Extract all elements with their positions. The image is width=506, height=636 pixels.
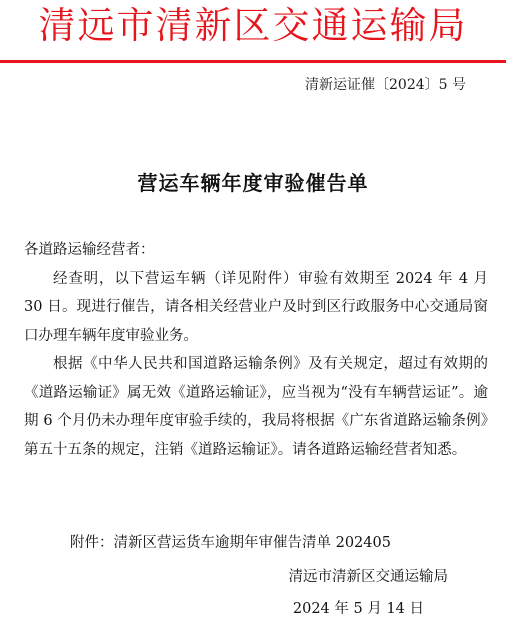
red-divider-line xyxy=(0,60,506,63)
signature-date: 2024 年 5 月 14 日 xyxy=(292,601,424,617)
attachment-line: 附件：清新区营运货车逾期年审催告清单 202405 xyxy=(70,535,391,551)
document-header xyxy=(0,0,506,66)
document-title: 营运车辆年度审验催告单 xyxy=(137,171,369,195)
signature-organization: 清远市清新区交通运输局 xyxy=(288,569,448,585)
paragraph-notice: 经查明，以下营运车辆（详见附件）审验有效期至 2024 年 4 月 30 日。现进行催告，请各相关经营业户及时到区行政服务中心交通局窗口办理车辆年度审验业务。 xyxy=(24,270,488,344)
paragraph-regulation: 根据《中华人民共和国道路运输条例》及有关规定，超过有效期的《道路运输证》属无效《道路运输证》，应当视为“没有车辆营运证”。逾期 6 个月仍未办理年度审验手续的，我局将根据《广东省道路运输条例》第五十五条的规定，注销《道路运输证》。请各道路运输经营者知悉。 xyxy=(24,356,488,458)
document-number: 清新运证催〔2024〕5 号 xyxy=(305,77,466,93)
agency-title: 清远市清新区交通运输局 xyxy=(38,4,468,47)
salutation: 各道路运输经营者： xyxy=(24,242,155,258)
document-body xyxy=(24,236,488,464)
